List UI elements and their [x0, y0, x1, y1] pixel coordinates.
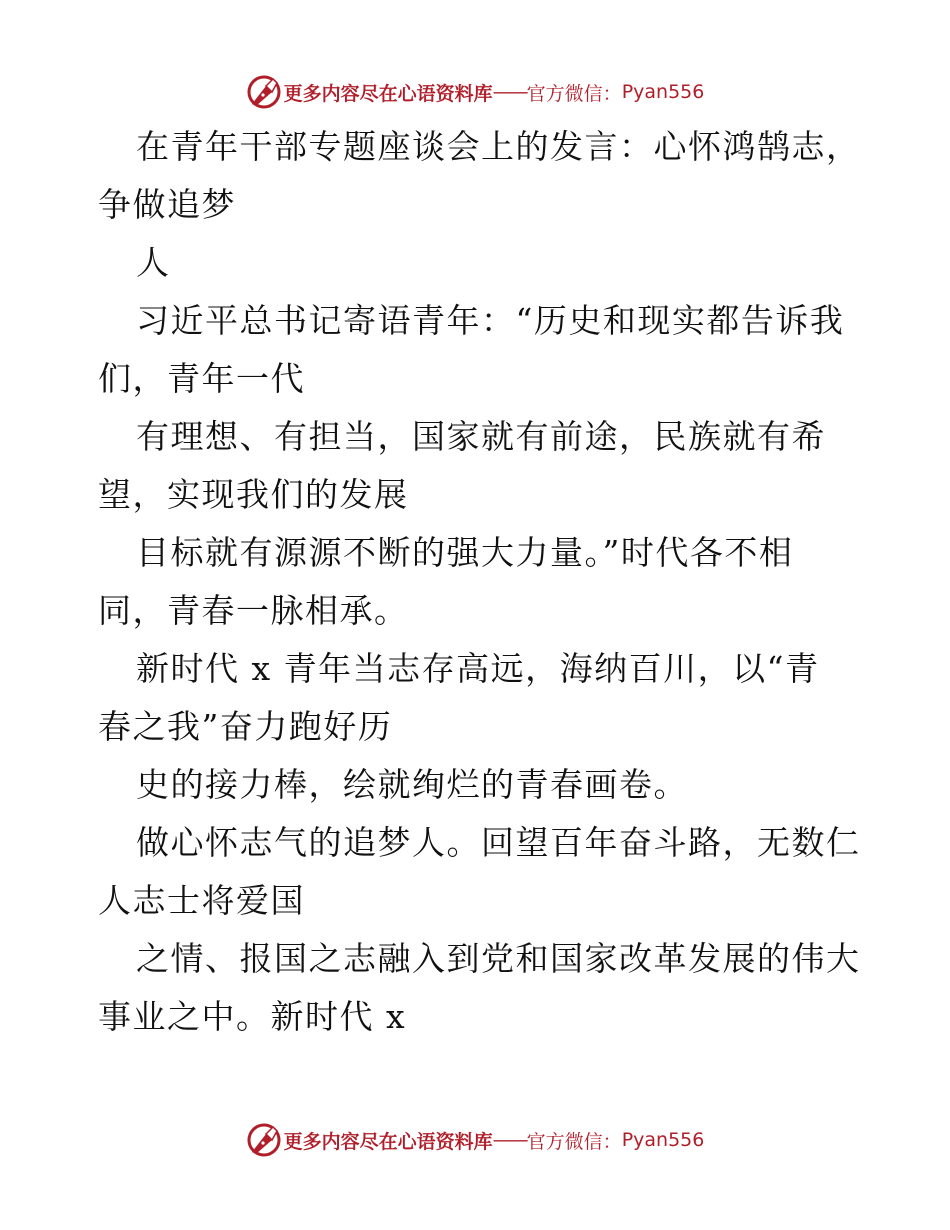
- paragraph-line: 有理想、有担当，国家就有前途，民族就有希: [136, 417, 826, 456]
- watermark-dash: ——: [492, 1129, 527, 1151]
- document-title-line-1: 在青年干部专题座谈会上的发言：心怀鸿鹄志，: [136, 127, 861, 166]
- paragraph-line: 史的接力棒，绘就绚烂的青春画卷。: [136, 765, 688, 804]
- pen-nib-logo-icon: [246, 1122, 282, 1158]
- paragraph-line: 春之我”奋力跑好历: [98, 707, 393, 746]
- watermark-wechat-id: Pyan556: [621, 81, 705, 103]
- watermark-dash: ——: [492, 81, 527, 103]
- watermark-wechat-label: 官方微信：: [526, 82, 622, 105]
- paragraph-line: 事业之中。新时代 x: [98, 997, 407, 1036]
- header-watermark-banner: [0, 72, 950, 112]
- paragraph-line: 新时代 x 青年当志存高远，海纳百川，以“青: [136, 649, 820, 688]
- paragraph-line: 们，青年一代: [98, 359, 305, 398]
- document-title-line-3: 人: [136, 243, 171, 282]
- paragraph-line: 同，青春一脉相承。: [98, 591, 409, 630]
- paragraph-line: 做心怀志气的追梦人。回望百年奋斗路，无数仁: [136, 823, 861, 862]
- paragraph-line: 之情、报国之志融入到党和国家改革发展的伟大: [136, 939, 861, 978]
- paragraph-line: 人志士将爱国: [98, 881, 305, 920]
- footer-watermark-banner: [0, 1120, 950, 1160]
- watermark-wechat-id: Pyan556: [621, 1129, 705, 1151]
- paragraph-line: 望，实现我们的发展: [98, 475, 409, 514]
- paragraph-line: 习近平总书记寄语青年：“历史和现实都告诉我: [136, 301, 845, 340]
- paragraph-line: 目标就有源源不断的强大力量。”时代各不相: [136, 533, 794, 572]
- document-title-line-2: 争做追梦: [98, 185, 236, 224]
- watermark-wechat-label: 官方微信：: [526, 1130, 622, 1153]
- pen-nib-logo-icon: [246, 74, 282, 110]
- document-body: [98, 118, 861, 1046]
- watermark-main-text: 更多内容尽在心语资料库: [283, 1130, 493, 1153]
- watermark-main-text: 更多内容尽在心语资料库: [283, 82, 493, 105]
